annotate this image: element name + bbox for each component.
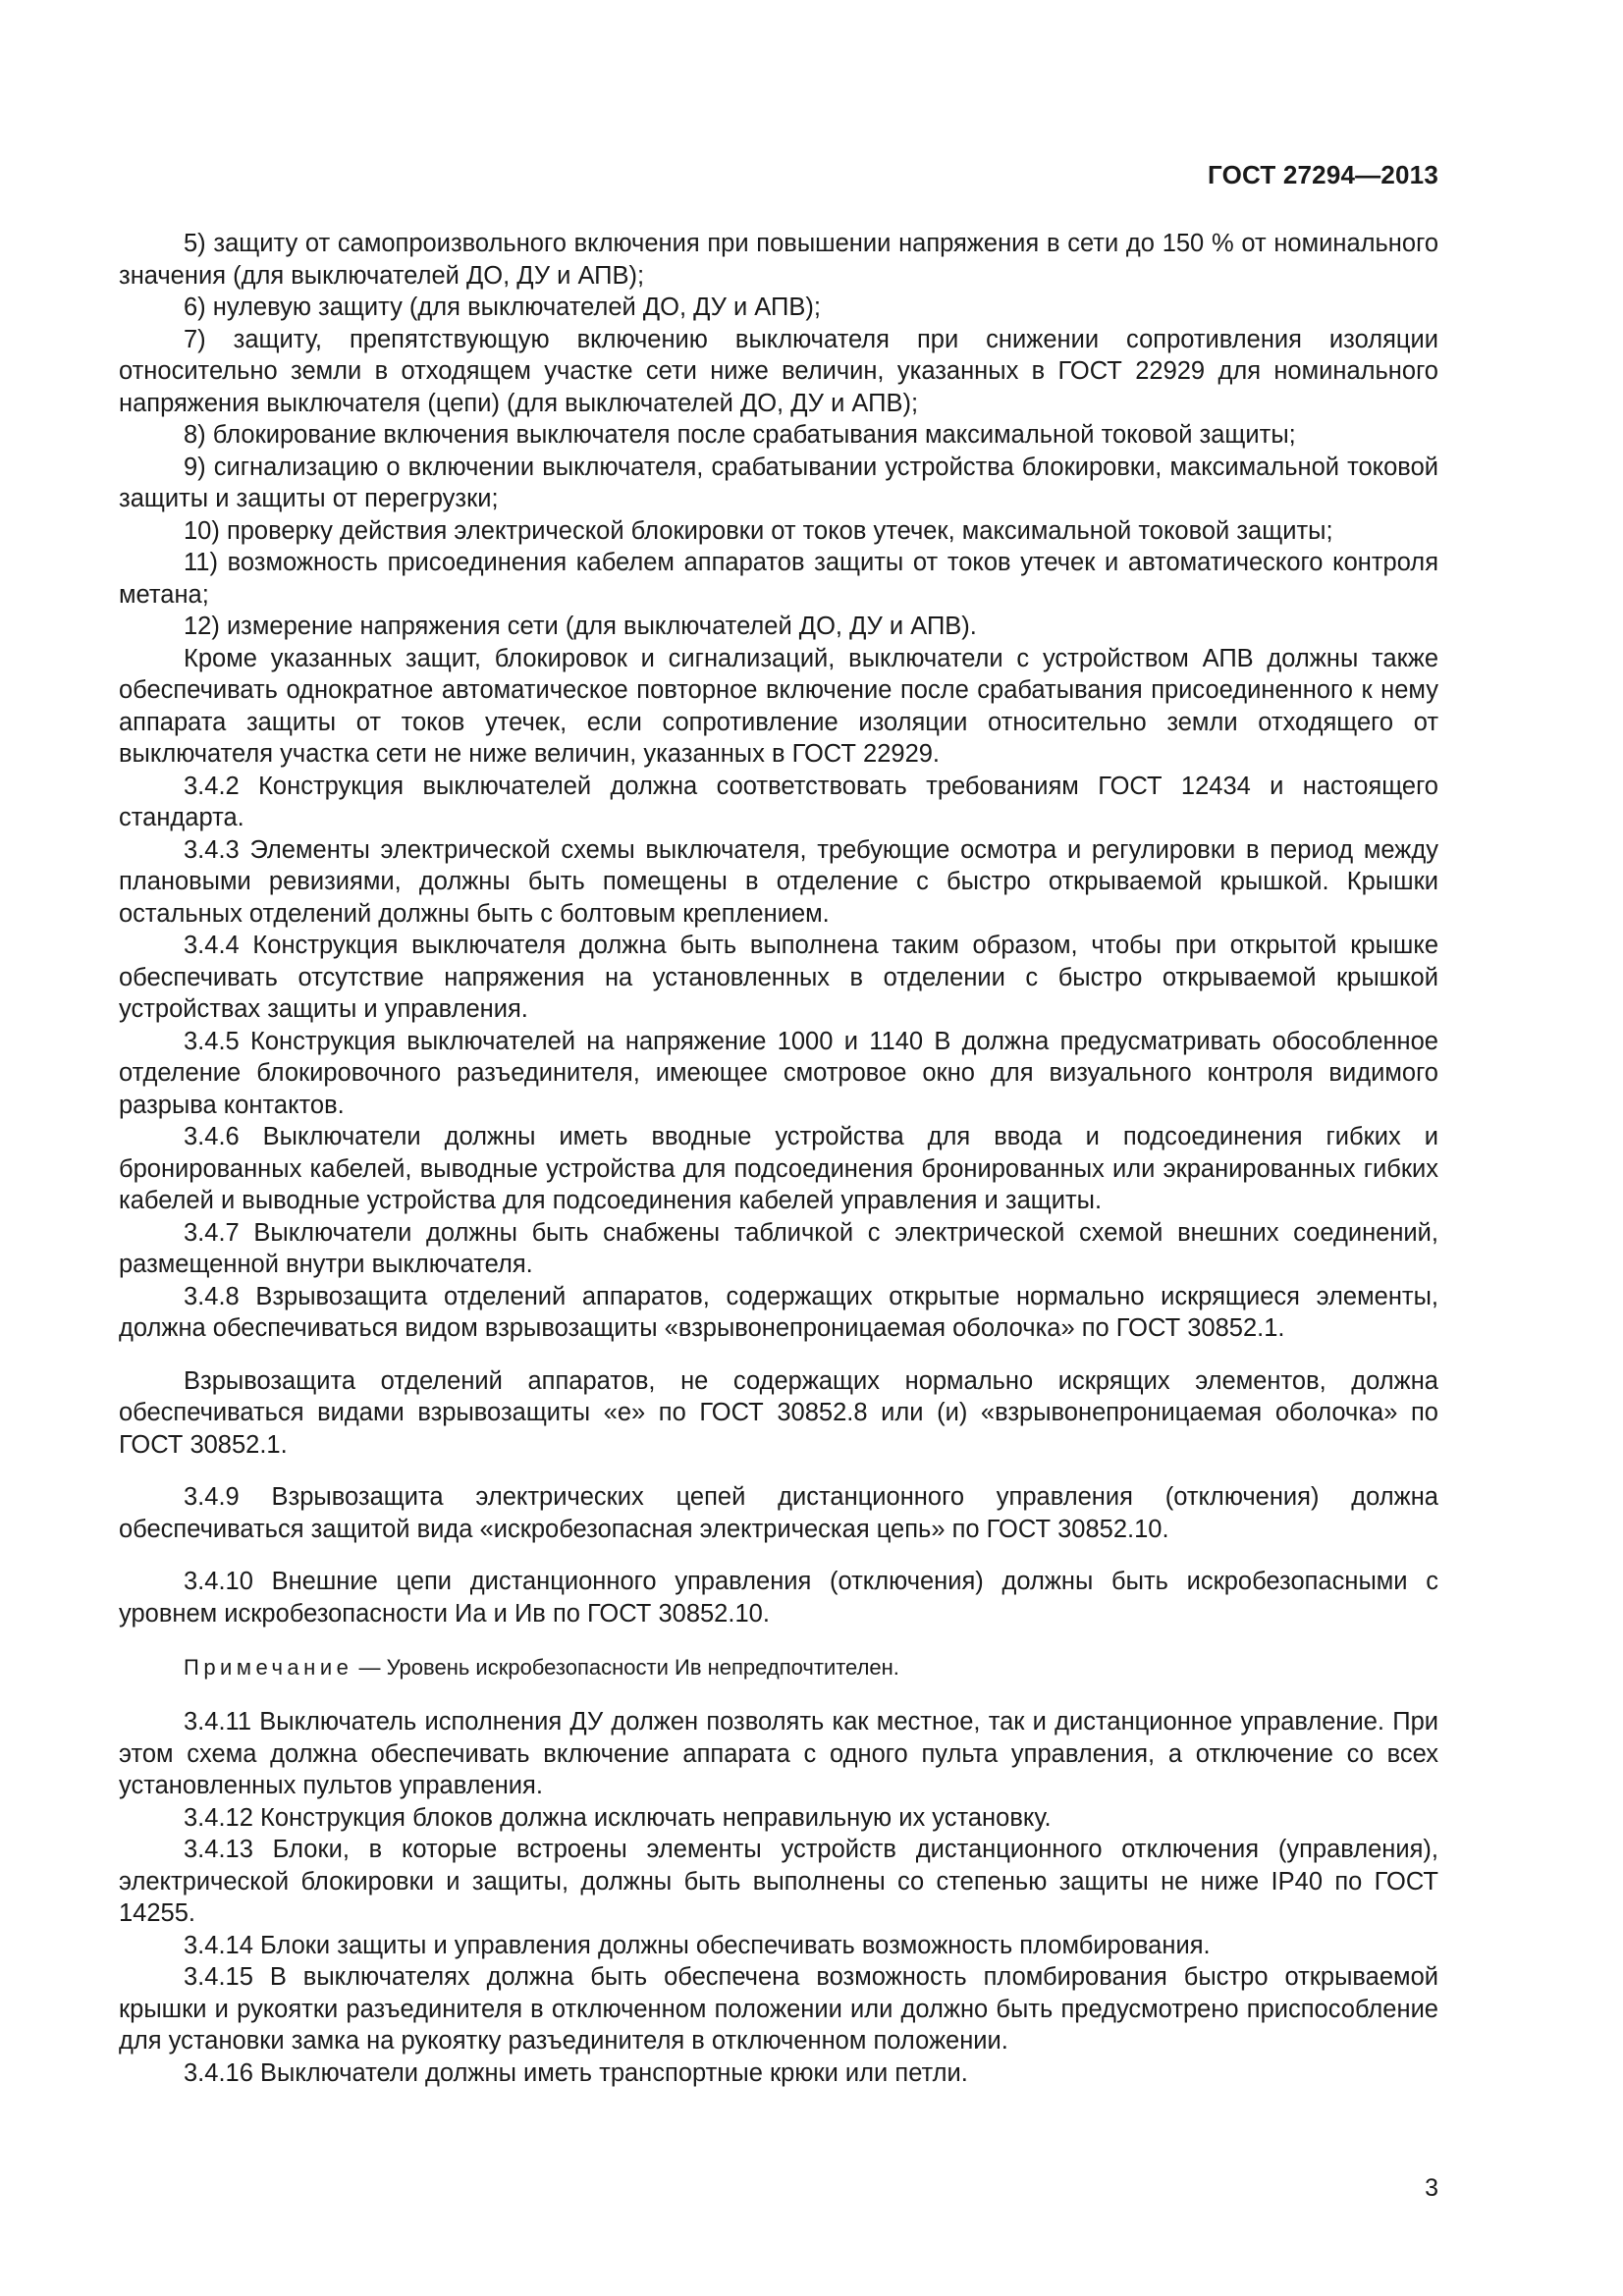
list-item-7: 7) защиту, препятствующую включению выключателя при снижении сопротивления изоляции относительно земли в отходящем участке сети ниже величин, указанных в ГОСТ 22929 для номинального напряжения выключателя (цепи) (для выключателей ДО, ДУ и АПВ); xyxy=(119,325,1438,417)
list-item-10: 10) проверку действия электрической блокировки от токов утечек, максимальной токовой защиты; xyxy=(184,516,1333,545)
clause-3-4-4: 3.4.4 Конструкция выключателя должна быть выполнена таким образом, чтобы при открытой крышке обеспечивать отсутствие напряжения на установленных в отделении с быстро открываемой крышкой устройствах защиты и управления. xyxy=(119,932,1438,1023)
note xyxy=(119,1653,1438,1682)
clause-3-4-8-continued: Взрывозащита отделений аппаратов, не содержащих нормально искрящих элементов, должна обеспечиваться видами взрывозащиты «е» по ГОСТ 30852.8 или (и) «взрывонепроницаемая оболочка» по ГОСТ 30852.1. xyxy=(119,1366,1438,1459)
note-text: — Уровень искробезопасности Ив непредпочтителен. xyxy=(352,1655,899,1680)
document-body xyxy=(119,228,1438,2089)
list-item-6: 6) нулевую защиту (для выключателей ДО, ДУ и АПВ); xyxy=(184,294,821,321)
clause-3-4-8: 3.4.8 Взрывозащита отделений аппаратов, содержащих открытые нормально искрящиеся элементы, должна обеспечиваться видом взрывозащиты «взрывонепроницаемая оболочка» по ГОСТ 30852.1. xyxy=(119,1282,1438,1342)
document-header-standard-id: ГОСТ 27294—2013 xyxy=(1208,160,1438,189)
clause-3-4-13: 3.4.13 Блоки, в которые встроены элементы устройств дистанционного отключения (управления), электрической блокировки и защиты, должны быть выполнены со степенью защиты не ниже IP40 по ГОСТ 14255. xyxy=(119,1836,1438,1927)
list-item-11: 11) возможность присоединения кабелем аппаратов защиты от токов утечек и автоматического контроля метана; xyxy=(119,549,1438,609)
list-item-12: 12) измерение напряжения сети (для выключателей ДО, ДУ и АПВ). xyxy=(184,613,977,640)
clause-3-4-11: 3.4.11 Выключатель исполнения ДУ должен позволять как местное, так и дистанционное управление. При этом схема должна обеспечивать включение аппарата с одного пульта управления, а отключение со всех установленных пультов управления. xyxy=(119,1708,1438,1799)
list-item-8: 8) блокирование включения выключателя после срабатывания максимальной токовой защиты; xyxy=(184,421,1296,449)
clause-3-4-2: 3.4.2 Конструкция выключателей должна соответствовать требованиям ГОСТ 12434 и настоящего стандарта. xyxy=(119,772,1438,831)
clause-3-4-9: 3.4.9 Взрывозащита электрических цепей дистанционного управления (отключения) должна обеспечиваться защитой вида «искробезопасная электрическая цепь» по ГОСТ 30852.10. xyxy=(119,1483,1438,1543)
clause-3-4-7: 3.4.7 Выключатели должны быть снабжены табличкой с электрической схемой внешних соединений, размещенной внутри выключателя. xyxy=(119,1218,1438,1278)
list-item-9: 9) сигнализацию о включении выключателя, срабатывании устройства блокировки, максимальной токовой защиты и защиты от перегрузки; xyxy=(119,453,1438,512)
clause-3-4-14: 3.4.14 Блоки защиты и управления должны обеспечивать возможность пломбирования. xyxy=(184,1931,1211,1959)
clause-3-4-3: 3.4.3 Элементы электрической схемы выключателя, требующие осмотра и регулировки в период между плановыми ревизиями, должны быть помещены в отделение с быстро открываемой крышкой. Крышки остальных отделений должны быть с болтовым креплением. xyxy=(119,835,1438,928)
clause-3-4-5: 3.4.5 Конструкция выключателей на напряжение 1000 и 1140 В должна предусматривать обособленное отделение блокировочного разъединителя, имеющее смотровое окно для визуального контроля видимого разрыва контактов. xyxy=(119,1027,1438,1119)
clause-3-4-16: 3.4.16 Выключатели должны иметь транспортные крюки или петли. xyxy=(184,2058,968,2087)
list-item-5: 5) защиту от самопроизвольного включения при повышении напряжения в сети до 150 % от номинального значения (для выключателей ДО, ДУ и АПВ); xyxy=(119,230,1438,290)
apv-paragraph: Кроме указанных защит, блокировок и сигнализаций, выключатели с устройством АПВ должны также обеспечивать однократное автоматическое повторное включение после срабатывания присоединенного к нему аппарата защиты от токов утечек, если сопротивление изоляции относительно земли отходящего от выключателя участка сети не ниже величин, указанных в ГОСТ 22929. xyxy=(119,644,1438,768)
clause-3-4-15: 3.4.15 В выключателях должна быть обеспечена возможность пломбирования быстро открываемой крышки и рукоятки разъединителя в отключенном положении или должно быть предусмотрено приспособление для установки замка на рукоятку разъединителя в отключенном положении. xyxy=(119,1963,1438,2055)
note-label: Примечание xyxy=(184,1655,353,1680)
clause-3-4-6: 3.4.6 Выключатели должны иметь вводные устройства для ввода и подсоединения гибких и бронированных кабелей, выводные устройства для подсоединения бронированных или экранированных гибких кабелей и выводные устройства для подсоединения кабелей управления и защиты. xyxy=(119,1123,1438,1214)
clause-3-4-12: 3.4.12 Конструкция блоков должна исключать неправильную их установку. xyxy=(184,1803,1052,1832)
page-number: 3 xyxy=(1425,2174,1438,2202)
clause-3-4-10: 3.4.10 Внешние цепи дистанционного управления (отключения) должны быть искробезопасными с уровнем искробезопасности Иа и Ив по ГОСТ 30852.10. xyxy=(119,1568,1438,1628)
